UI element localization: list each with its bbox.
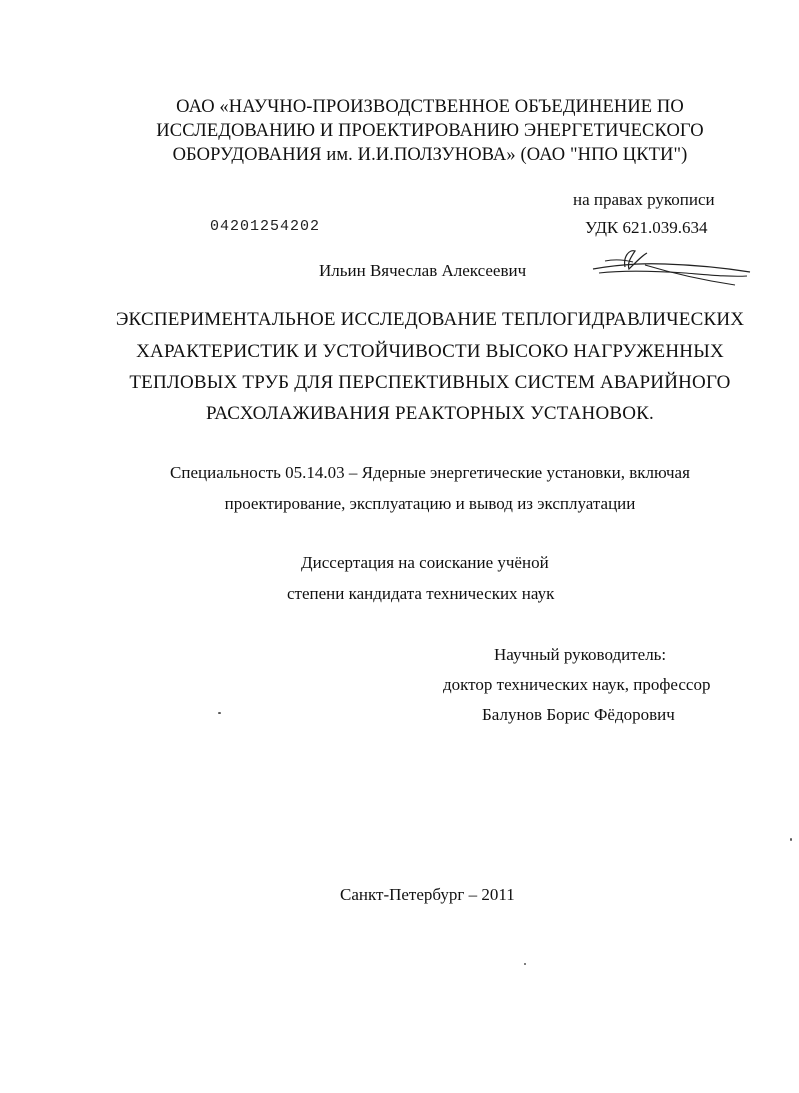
dissertation-line-1: Диссертация на соискание учёной	[301, 553, 549, 572]
specialty-line-2: проектирование, эксплуатацию и вывод из эксплуатации	[224, 494, 636, 513]
place-year: Санкт-Петербург – 2011	[340, 885, 515, 904]
author-name: Ильин Вячеслав Алексеевич	[319, 261, 527, 280]
title-line-1: ЭКСПЕРИМЕНТАЛЬНОЕ ИССЛЕДОВАНИЕ ТЕПЛОГИДРАВЛИЧЕСКИХ	[115, 309, 745, 330]
signature-icon	[585, 243, 755, 291]
archive-number: 04201254202	[210, 218, 321, 235]
specialty-line-1: Специальность 05.14.03 – Ядерные энергетические установки, включая	[170, 463, 690, 482]
title-line-4: РАСХОЛАЖИВАНИЯ РЕАКТОРНЫХ УСТАНОВОК.	[206, 403, 654, 424]
organization-line-2: ИССЛЕДОВАНИЮ И ПРОЕКТИРОВАНИЮ ЭНЕРГЕТИЧЕСКОГО	[156, 121, 704, 141]
dissertation-line-2: степени кандидата технических наук	[287, 584, 555, 603]
organization-line-3: ОБОРУДОВАНИЯ им. И.И.ПОЛЗУНОВА» (ОАО "НПО ЦКТИ")	[172, 145, 688, 165]
supervisor-heading: Научный руководитель:	[494, 645, 667, 664]
supervisor-name: Балунов Борис Фёдорович	[482, 705, 675, 724]
title-line-2: ХАРАКТЕРИСТИК И УСТОЙЧИВОСТИ ВЫСОКО НАГРУЖЕННЫХ	[136, 341, 724, 362]
scan-speck	[218, 712, 221, 714]
udk-code: УДК 621.039.634	[585, 218, 708, 237]
scan-speck	[524, 963, 526, 965]
scan-speck	[790, 838, 792, 841]
supervisor-degree: доктор технических наук, профессор	[443, 675, 711, 694]
title-line-3: ТЕПЛОВЫХ ТРУБ ДЛЯ ПЕРСПЕКТИВНЫХ СИСТЕМ АВАРИЙНОГО	[129, 372, 731, 393]
organization-line-1: ОАО «НАУЧНО-ПРОИЗВОДСТВЕННОЕ ОБЪЕДИНЕНИЕ ПО	[176, 97, 684, 117]
rights-note: на правах рукописи	[573, 190, 715, 209]
